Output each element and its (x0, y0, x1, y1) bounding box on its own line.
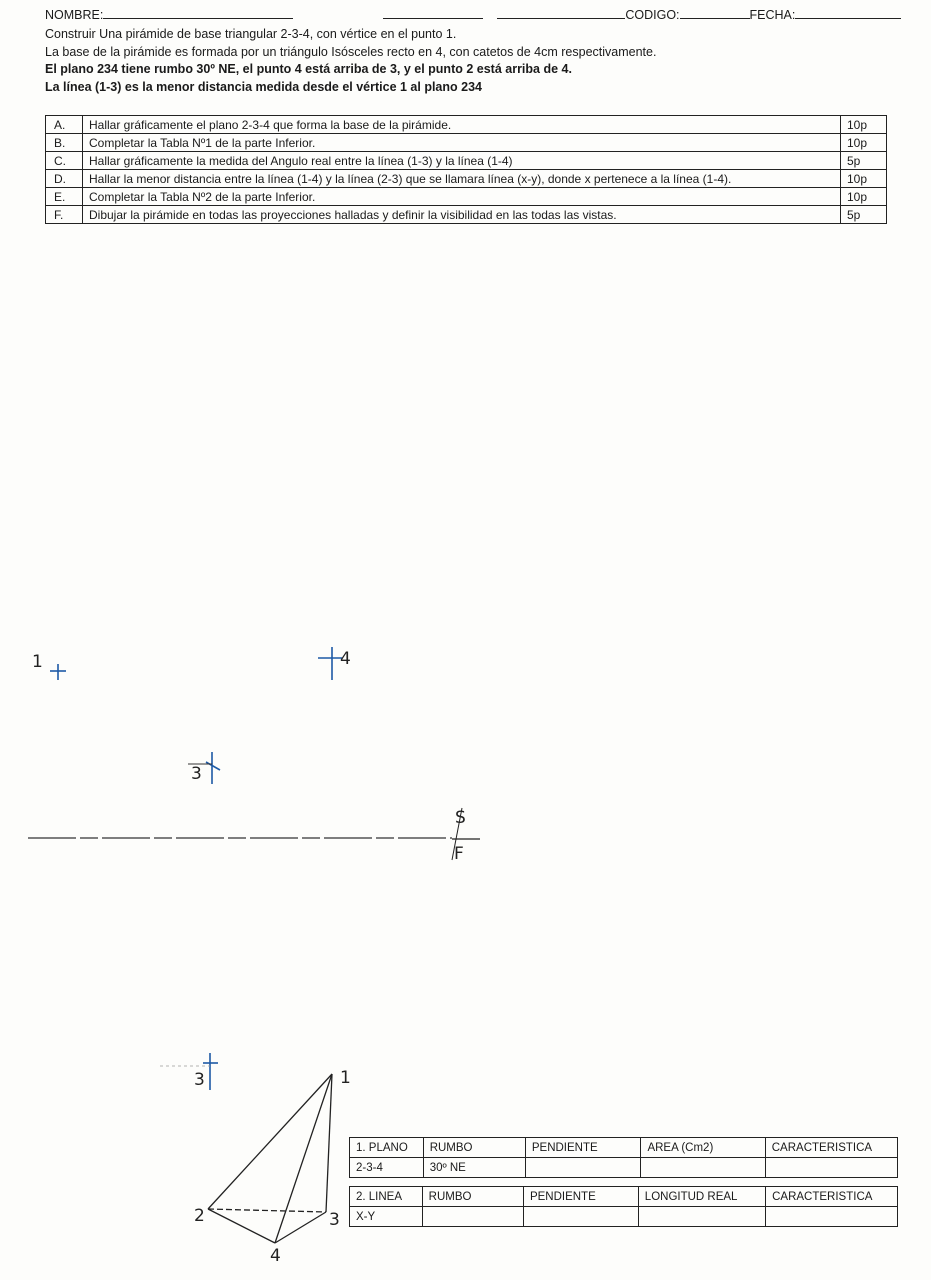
top-label-3: 3 (191, 764, 202, 784)
task-points: 10p (841, 134, 887, 152)
task-text: Completar la Tabla Nº2 de la parte Inferior. (83, 188, 841, 206)
task-key: A. (46, 116, 83, 134)
front-label-3a: 3 (194, 1070, 205, 1090)
table-2-header-cell: 2. LINEA (350, 1187, 423, 1207)
task-text: Hallar la menor distancia entre la línea (1-4) y la línea (2-3) que se llamara línea (x-y), donde x pertenece a la línea (1-4). (83, 170, 841, 188)
task-key: F. (46, 206, 83, 224)
front-label-2: 2 (194, 1206, 205, 1226)
table-2-answer-cell[interactable] (638, 1207, 765, 1227)
table-1-header-cell: AREA (Cm2) (641, 1138, 765, 1158)
task-points: 10p (841, 170, 887, 188)
intro-line-4: La línea (1-3) es la menor distancia medida desde el vértice 1 al plano 234 (45, 79, 482, 94)
top-label-1: 1 (32, 652, 43, 672)
nombre-label: NOMBRE: (45, 8, 104, 22)
table-2-header-cell: RUMBO (422, 1187, 523, 1207)
task-text: Dibujar la pirámide en todas las proyecciones halladas y definir la visibilidad en las todas las vistas. (83, 206, 841, 224)
table-2-answer-row (350, 1207, 898, 1227)
table-1-header-cell: 1. PLANO (350, 1138, 424, 1158)
task-key: B. (46, 134, 83, 152)
table-1-answer-cell[interactable] (525, 1158, 641, 1178)
front-label-4: 4 (270, 1246, 281, 1266)
intro-line-2: La base de la pirámide es formada por un triángulo Isósceles recto en 4, con catetos de 4cm respectivamente. (45, 44, 657, 59)
table-2-linea (349, 1186, 898, 1227)
task-key: D. (46, 170, 83, 188)
intro-line-3: El plano 234 tiene rumbo 30º NE, el punto 4 está arriba de 3, y el punto 2 está arriba de 4. (45, 62, 572, 76)
table-1-answer-row (350, 1158, 898, 1178)
table-1-plano (349, 1137, 898, 1178)
table-1-answer-cell[interactable] (641, 1158, 765, 1178)
table-1-answer-cell[interactable] (765, 1158, 897, 1178)
intro-line-1: Construir Una pirámide de base triangular 2-3-4, con vértice en el punto 1. (45, 27, 457, 41)
table-2-answer-cell[interactable] (523, 1207, 638, 1227)
table-2-header-cell: CARACTERISTICA (766, 1187, 898, 1207)
table-1-header-row (350, 1138, 898, 1158)
table-1-answer-cell[interactable]: 30º NE (423, 1158, 525, 1178)
table-1-header-cell: RUMBO (423, 1138, 525, 1158)
table-2-answer-cell[interactable] (422, 1207, 523, 1227)
task-points: 10p (841, 116, 887, 134)
task-points: 5p (841, 152, 887, 170)
table-2-header-row (350, 1187, 898, 1207)
pyramid-front-view (208, 1074, 332, 1243)
task-text: Completar la Tabla Nº1 de la parte Inferior. (83, 134, 841, 152)
task-key: E. (46, 188, 83, 206)
table-2-header-cell: PENDIENTE (523, 1187, 638, 1207)
table-2-answer-cell[interactable]: X-Y (350, 1207, 423, 1227)
table-1-answer-cell[interactable]: 2-3-4 (350, 1158, 424, 1178)
table-1-header-cell: PENDIENTE (525, 1138, 641, 1158)
task-key: C. (46, 152, 83, 170)
task-points: 10p (841, 188, 887, 206)
fold-label-s: S (455, 808, 466, 828)
top-label-4: 4 (340, 649, 351, 669)
task-text: Hallar gráficamente el plano 2-3-4 que forma la base de la pirámide. (83, 116, 841, 134)
table-2-header-cell: LONGITUD REAL (638, 1187, 765, 1207)
codigo-label: CODIGO: (625, 8, 680, 22)
front-label-1: 1 (340, 1068, 351, 1088)
table-1-header-cell: CARACTERISTICA (765, 1138, 897, 1158)
table-2-answer-cell[interactable] (766, 1207, 898, 1227)
fecha-label: FECHA: (749, 8, 796, 22)
front-label-3b: 3 (329, 1210, 340, 1230)
task-points: 5p (841, 206, 887, 224)
fold-label-f: F (454, 844, 464, 864)
task-text: Hallar gráficamente la medida del Angulo real entre la línea (1-3) y la línea (1-4) (83, 152, 841, 170)
